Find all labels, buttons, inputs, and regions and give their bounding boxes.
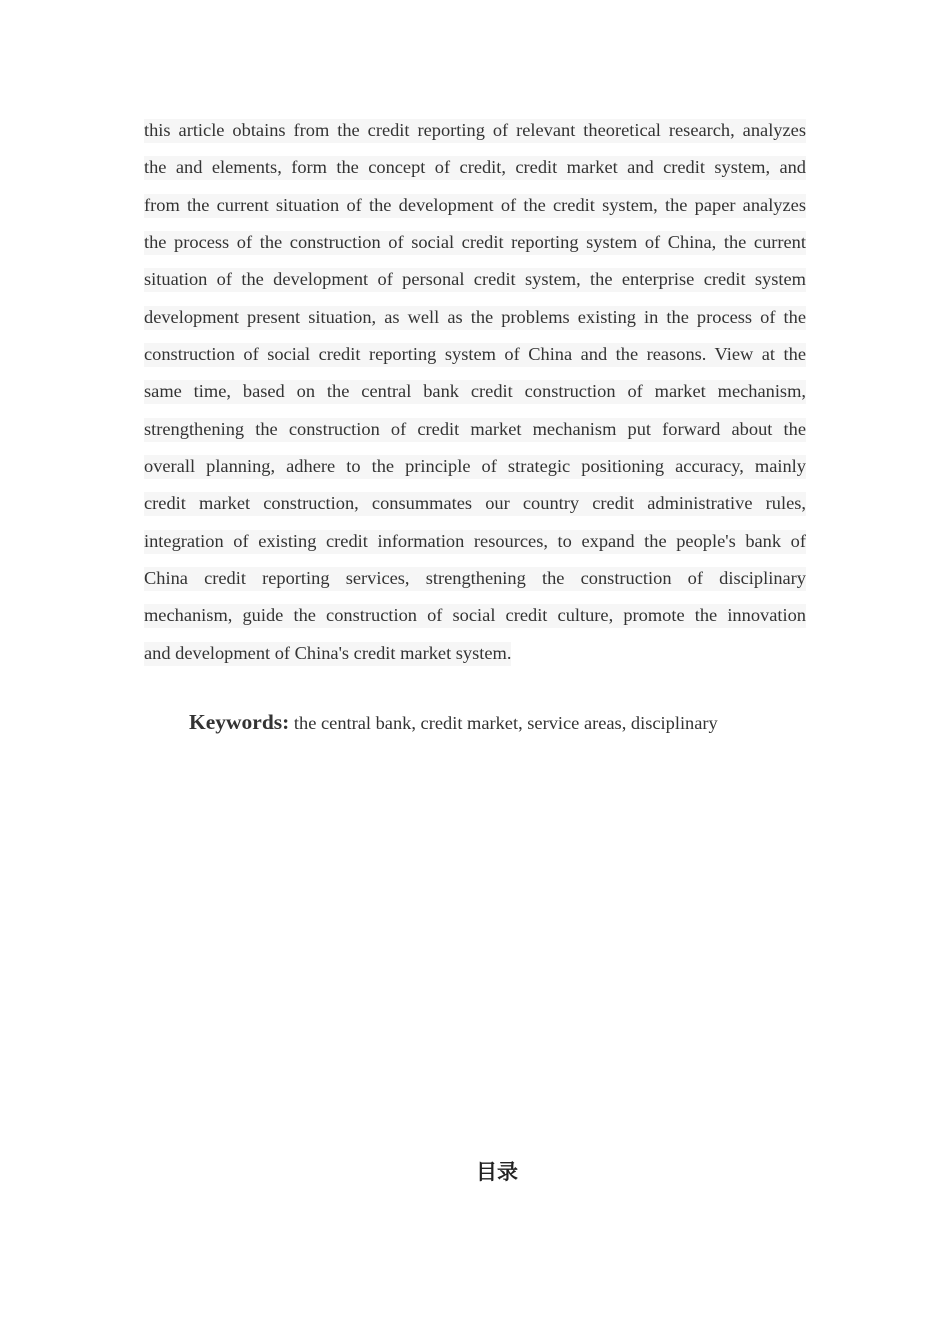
abstract-line: China credit reporting services, strengthening the construction of disciplinary xyxy=(144,560,806,597)
abstract-line: from the current situation of the development of the credit system, the paper analyzes xyxy=(144,187,806,224)
abstract-line: overall planning, adhere to the principle of strategic positioning accuracy, mainly xyxy=(144,448,806,485)
abstract-line: strengthening the construction of credit market mechanism put forward about the xyxy=(144,411,806,448)
abstract-body xyxy=(144,112,806,672)
abstract-line: the process of the construction of social credit reporting system of China, the current xyxy=(144,224,806,261)
abstract-line: mechanism, guide the construction of social credit culture, promote the innovation xyxy=(144,597,806,634)
keywords-text: the central bank, credit market, service areas, disciplinary xyxy=(289,713,718,733)
abstract-line: integration of existing credit information resources, to expand the people's bank of xyxy=(144,523,806,560)
abstract-line: and development of China's credit market system. xyxy=(144,635,511,672)
toc-title: 目录 xyxy=(476,1160,518,1184)
abstract-line: the and elements, form the concept of credit, credit market and credit system, and xyxy=(144,149,806,186)
abstract-line: situation of the development of personal credit system, the enterprise credit system xyxy=(144,261,806,298)
abstract-line: construction of social credit reporting system of China and the reasons. View at the xyxy=(144,336,806,373)
keywords-label: Keywords: xyxy=(189,710,290,734)
abstract-line: this article obtains from the credit reporting of relevant theoretical research, analyzes xyxy=(144,112,806,149)
abstract-line: credit market construction, consummates our country credit administrative rules, xyxy=(144,485,806,522)
keywords-line xyxy=(189,706,718,739)
abstract-line: development present situation, as well as the problems existing in the process of the xyxy=(144,299,806,336)
abstract-line: same time, based on the central bank credit construction of market mechanism, xyxy=(144,373,806,410)
